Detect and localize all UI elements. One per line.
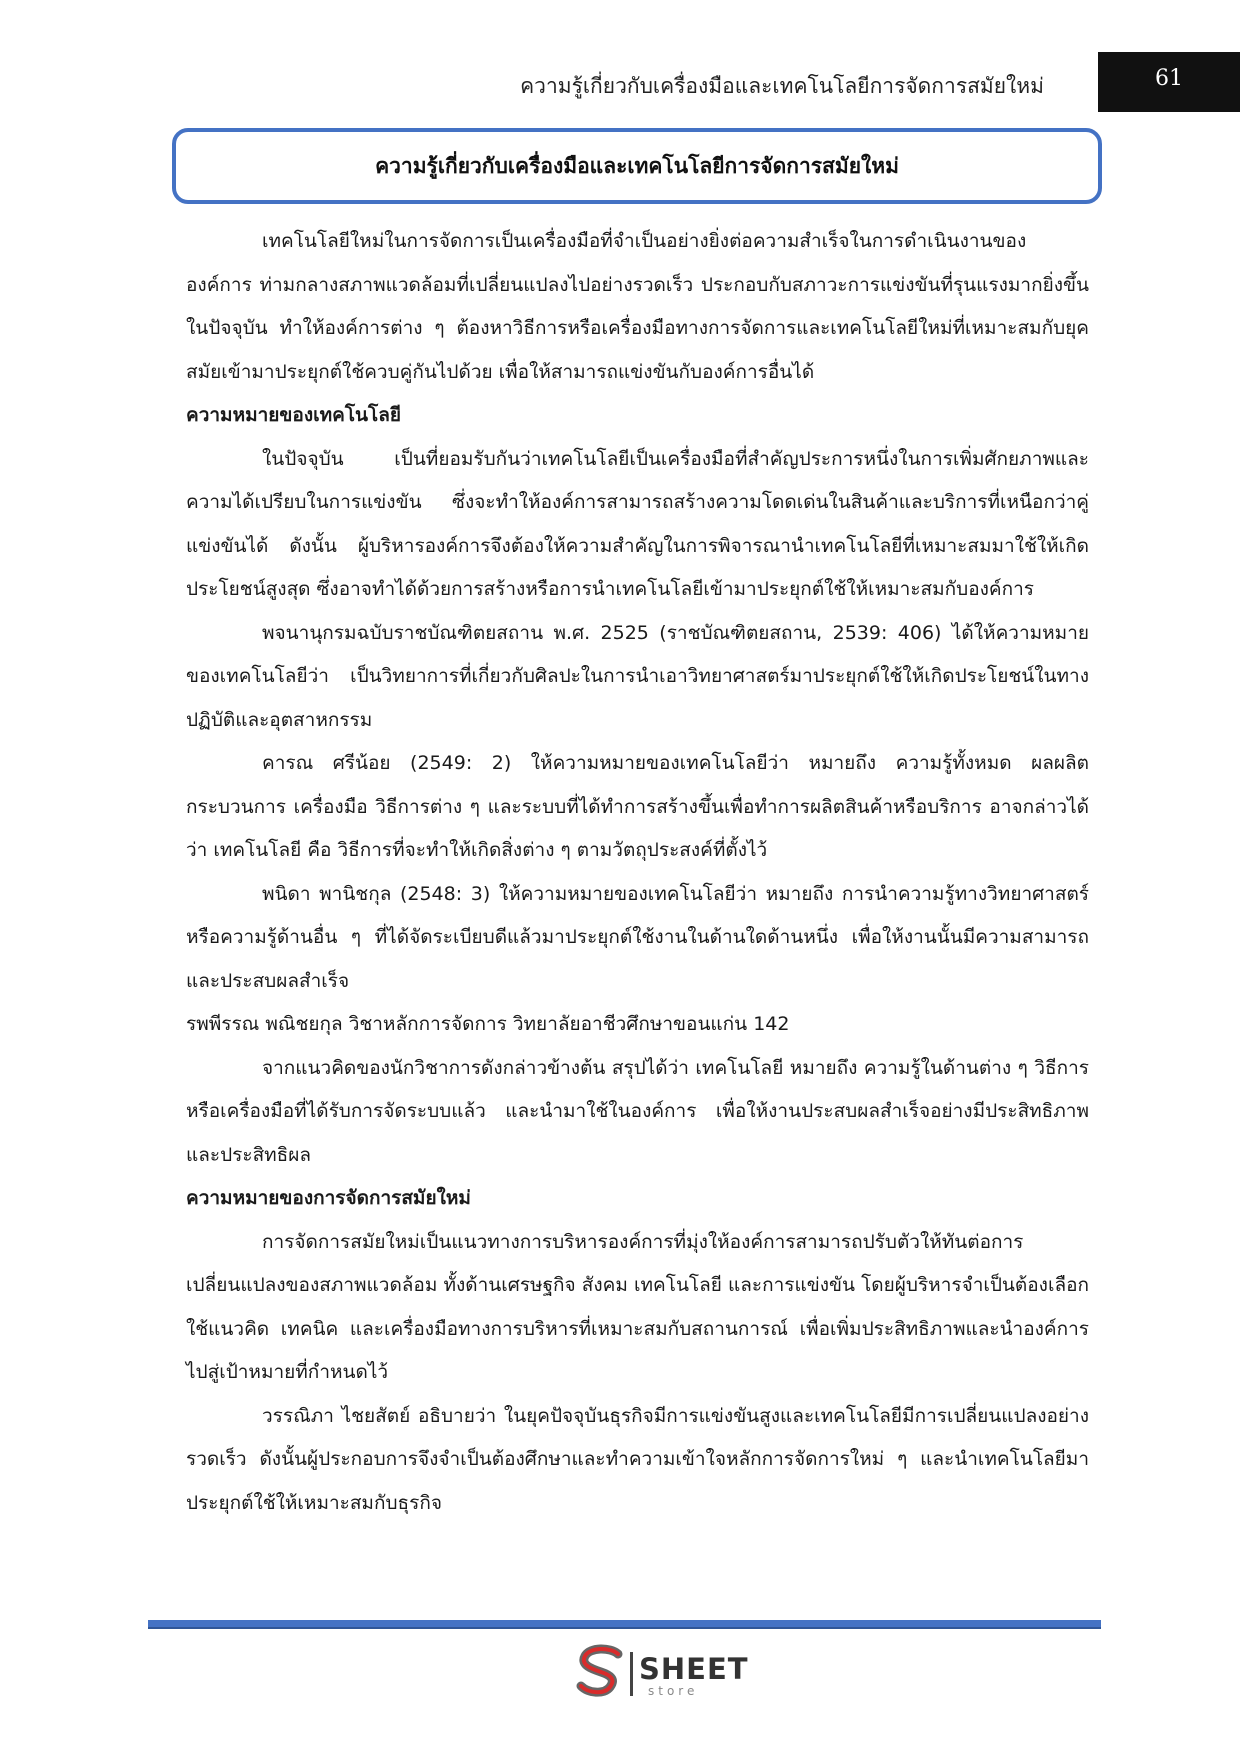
- sheet-store-s-icon: [572, 1644, 630, 1700]
- logo-sub: store: [648, 1684, 699, 1698]
- body-paragraph: เทคโนโลยีใหม่ในการจัดการเป็นเครื่องมือที่จำเป็นอย่างยิ่งต่อความสำเร็จในการดำเนินงานขององค์การ ท่ามกลางสภาพแวดล้อมที่เปลี่ยนแปลงไปอย่างรวดเร็ว ประกอบกับสภาวะการแข่งขันที่รุนแรงมากยิ่งขึ้นในปัจจุบัน ทำให้องค์การต่าง ๆ ต้องหาวิธีการหรือเครื่องมือทางการจัดการและเทคโนโลยีใหม่ที่เหมาะสมกับยุคสมัยเข้ามาประยุกต์ใช้ควบคู่กันไปด้วย เพื่อให้สามารถแข่งขันกับองค์การอื่นได้: [186, 230, 1089, 383]
- section-heading: ความหมายของเทคโนโลยี: [186, 404, 402, 426]
- body-paragraph: พนิดา พานิชกุล (2548: 3) ให้ความหมายของเทคโนโลยีว่า หมายถึง การนำความรู้ทางวิทยาศาสตร์ หรือความรู้ด้านอื่น ๆ ที่ได้จัดระเบียบดีแล้วมาประยุกต์ใช้งานในด้านใดด้านหนึ่ง เพื่อให้งานนั้นมีความสามารถและประสบผลสำเร็จ: [186, 882, 1089, 992]
- chapter-title-box: [172, 128, 1102, 204]
- page-number: 61: [1155, 66, 1183, 91]
- body-paragraph: ในปัจจุบัน เป็นที่ยอมรับกันว่าเทคโนโลยีเป็นเครื่องมือที่สำคัญประการหนึ่งในการเพิ่มศักยภาพและความได้เปรียบในการแข่งขัน ซึ่งจะทำให้องค์การสามารถสร้างความโดดเด่นในสินค้าและบริการที่เหนือกว่าคู่แข่งขันได้ ดังนั้น ผู้บริหารองค์การจึงต้องให้ความสำคัญในการพิจารณานำเทคโนโลยีที่เหมาะสมมาใช้ให้เกิดประโยชน์สูงสุด ซึ่งอาจทำได้ด้วยการสร้างหรือการนำเทคโนโลยีเข้ามาประยุกต์ใช้ให้เหมาะสมกับองค์การ: [186, 447, 1089, 600]
- sheet-store-logo: [572, 1644, 772, 1700]
- body-paragraph: คารณ ศรีน้อย (2549: 2) ให้ความหมายของเทคโนโลยีว่า หมายถึง ความรู้ทั้งหมด ผลผลิต กระบวนการ เครื่องมือ วิธีการต่าง ๆ และระบบที่ได้ทำการสร้างขึ้นเพื่อทำการผลิตสินค้าหรือบริการ อาจกล่าวได้ว่า เทคโนโลยี คือ วิธีการที่จะทำให้เกิดสิ่งต่าง ๆ ตามวัตถุประสงค์ที่ตั้งไว้: [186, 752, 1089, 861]
- running-header-title: ความรู้เกี่ยวกับเครื่องมือและเทคโนโลยีการจัดการสมัยใหม่: [520, 74, 1044, 98]
- body-paragraph: พจนานุกรมฉบับราชบัณฑิตยสถาน พ.ศ. 2525 (ราชบัณฑิตยสถาน, 2539: 406) ได้ให้ความหมายของเทคโนโลยีว่า เป็นวิทยาการที่เกี่ยวกับศิลปะในการนำเอาวิทยาศาสตร์มาประยุกต์ใช้ให้เกิดประโยชน์ในทางปฏิบัติและอุตสาหกรรม: [186, 621, 1089, 731]
- logo-divider: [630, 1652, 633, 1696]
- section-heading: ความหมายของการจัดการสมัยใหม่: [186, 1187, 471, 1209]
- document-body: [186, 220, 1089, 1525]
- footer-rule: [148, 1620, 1101, 1629]
- chapter-title: ความรู้เกี่ยวกับเครื่องมือและเทคโนโลยีการจัดการสมัยใหม่: [375, 153, 899, 178]
- body-paragraph: วรรณิภา ไชยสัตย์ อธิบายว่า ในยุคปัจจุบันธุรกิจมีการแข่งขันสูงและเทคโนโลยีมีการเปลี่ยนแปลงอย่างรวดเร็ว ดังนั้นผู้ประกอบการจึงจำเป็นต้องศึกษาและทำความเข้าใจหลักการจัดการใหม่ ๆ และนำเทคโนโลยีมาประยุกต์ใช้ให้เหมาะสมกับธุรกิจ: [186, 1404, 1089, 1514]
- body-paragraph: การจัดการสมัยใหม่เป็นแนวทางการบริหารองค์การที่มุ่งให้องค์การสามารถปรับตัวให้ทันต่อการเปลี่ยนแปลงของสภาพแวดล้อม ทั้งด้านเศรษฐกิจ สังคม เทคโนโลยี และการแข่งขัน โดยผู้บริหารจำเป็นต้องเลือกใช้แนวคิด เทคนิค และเครื่องมือทางการบริหารที่เหมาะสมกับสถานการณ์ เพื่อเพิ่มประสิทธิภาพและนำองค์การไปสู่เป้าหมายที่กำหนดไว้: [186, 1230, 1089, 1383]
- logo-word: SHEET: [639, 1652, 749, 1686]
- body-paragraph: รพพีรรณ พณิชยกุล วิชาหลักการจัดการ วิทยาลัยอาชีวศึกษาขอนแก่น 142: [186, 1013, 790, 1035]
- body-paragraph: จากแนวคิดของนักวิชาการดังกล่าวข้างต้น สรุปได้ว่า เทคโนโลยี หมายถึง ความรู้ในด้านต่าง ๆ วิธีการ หรือเครื่องมือที่ได้รับการจัดระบบแล้ว และนำมาใช้ในองค์การ เพื่อให้งานประสบผลสำเร็จอย่างมีประสิทธิภาพและประสิทธิผล: [186, 1056, 1089, 1166]
- page-number-box: [1098, 52, 1240, 112]
